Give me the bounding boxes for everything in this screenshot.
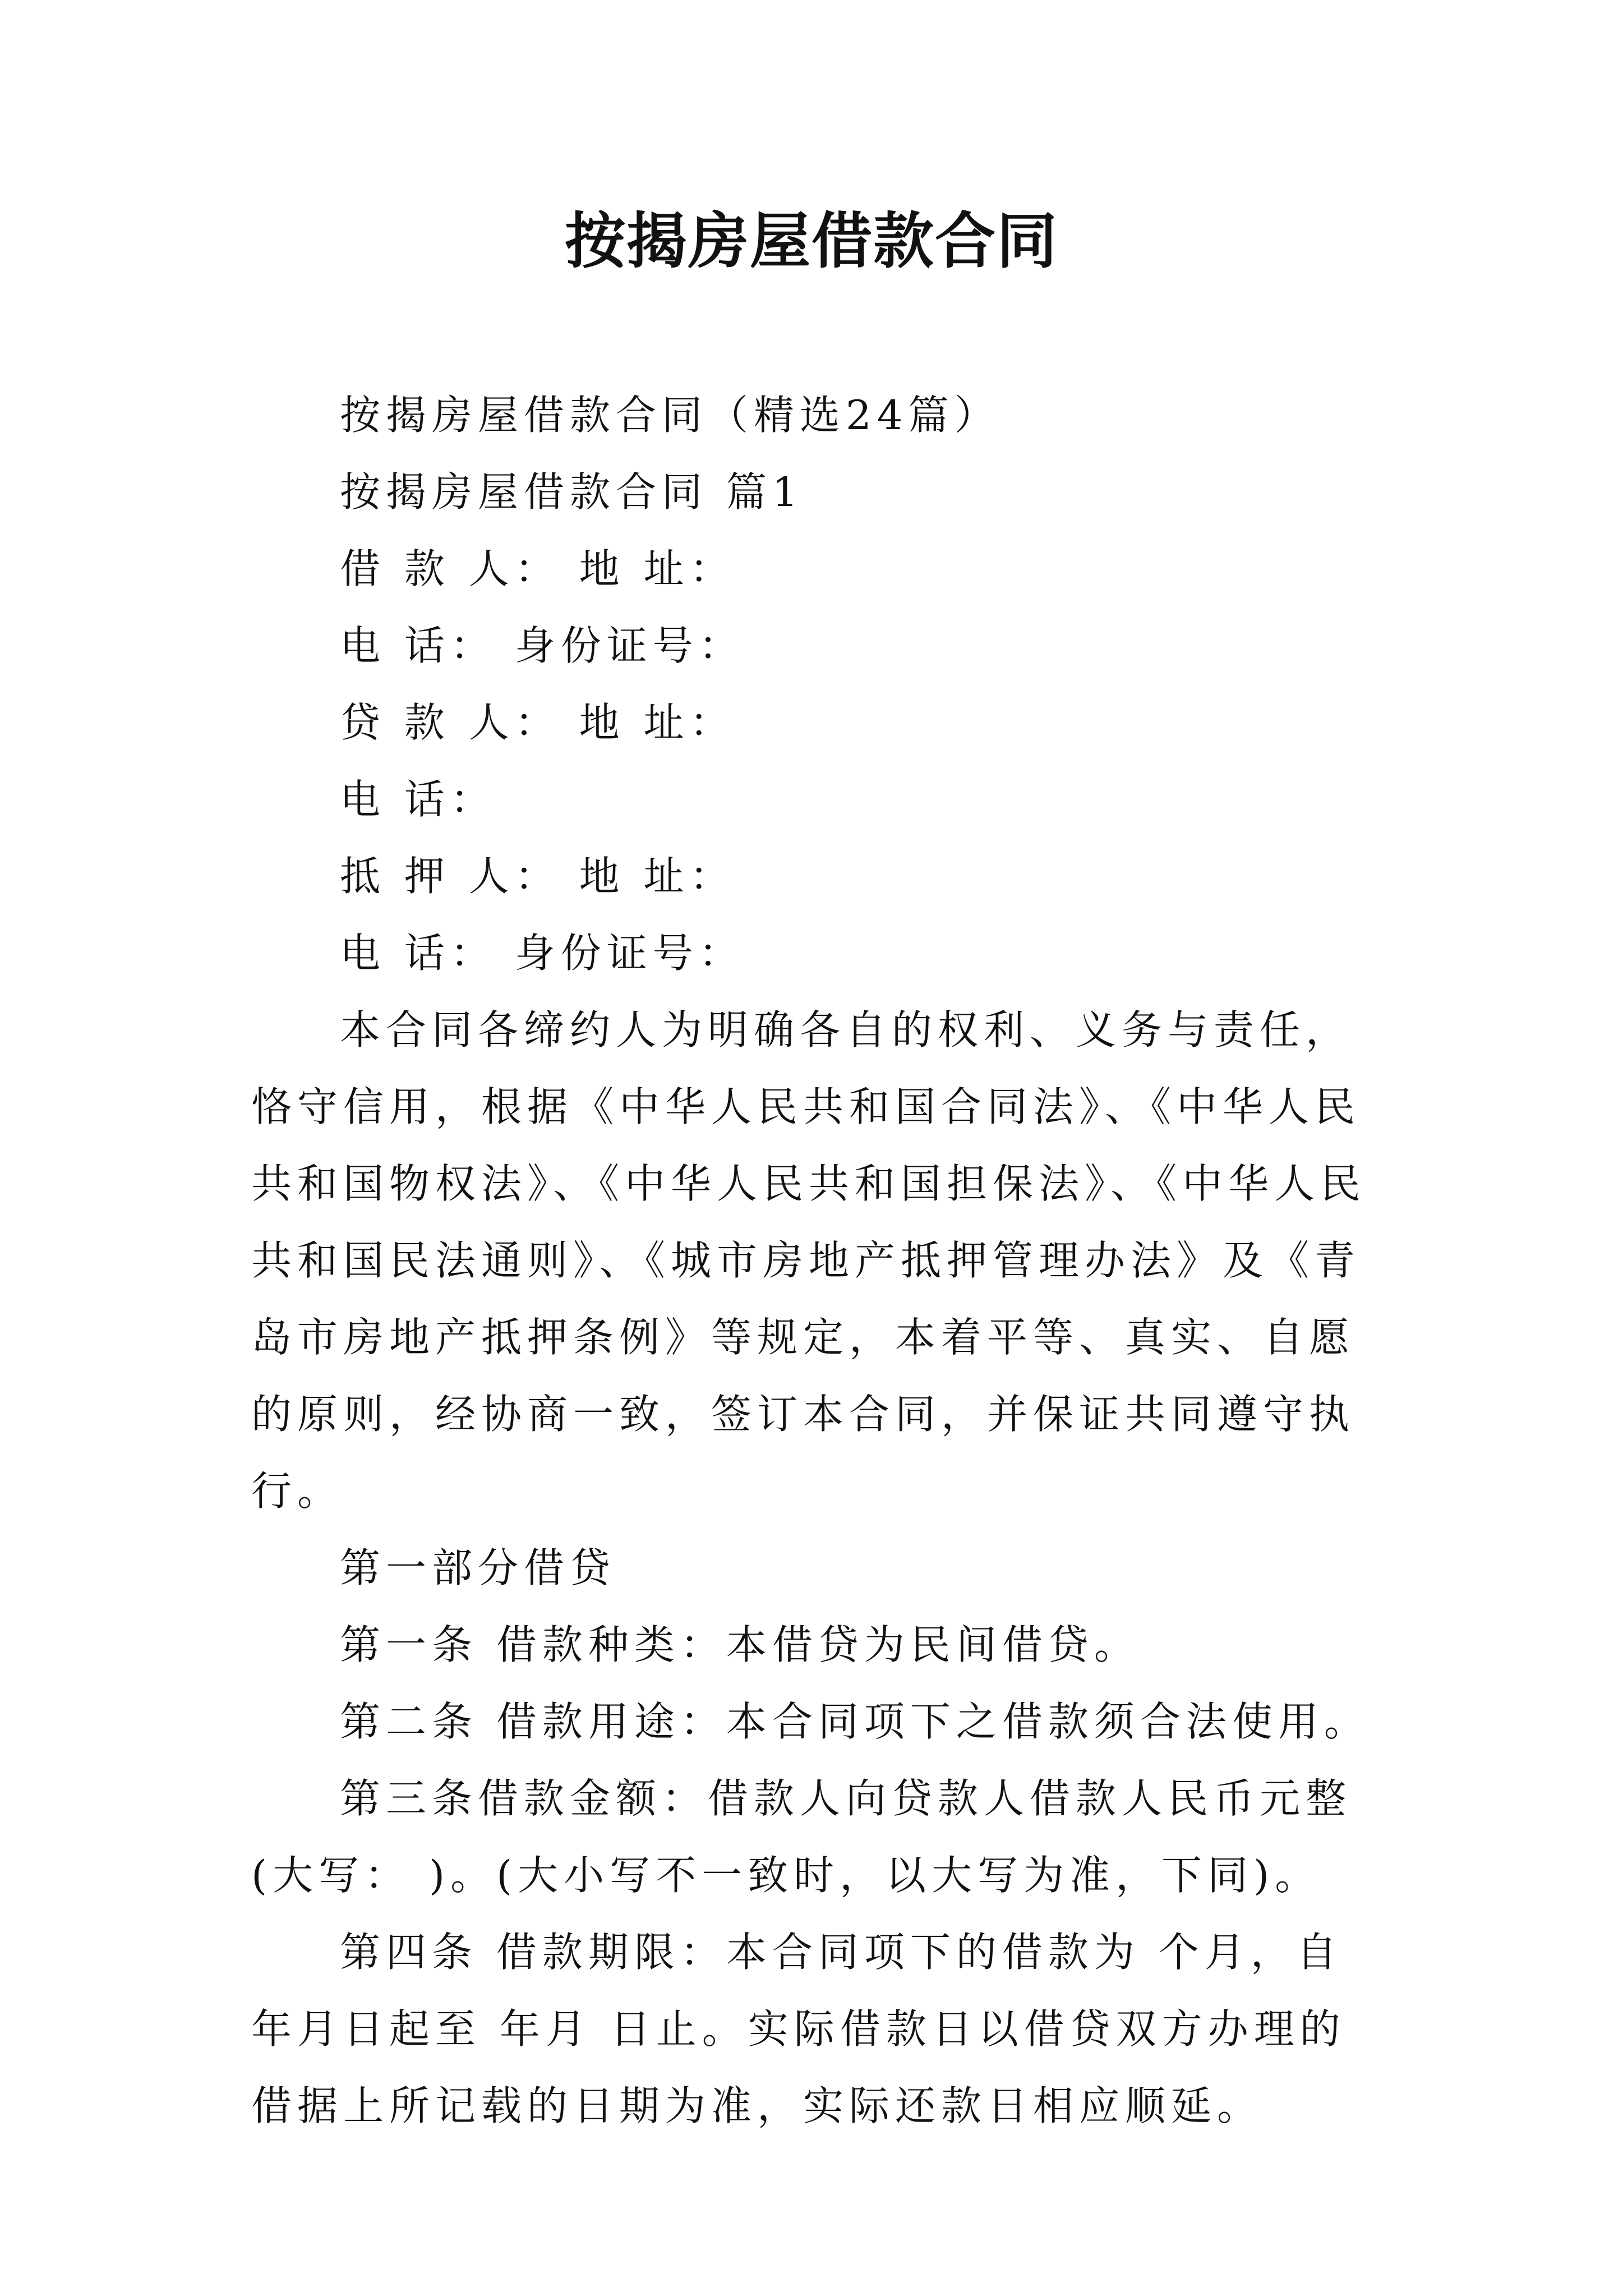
paragraph-article-1: 第一条 借款种类：本借贷为民间借贷。 [340, 1621, 1140, 1668]
paragraph-borrower-line: 借 款 人： 地 址： [340, 545, 736, 592]
paragraph-article-3: 第三条借款金额：借款人向贷款人借款人民币元整(大写： )。(大小写不一致时，以大写为准，下同)。 [251, 1775, 1352, 1899]
paragraph-article-4: 第四条 借款期限：本合同项下的借款为 个月，自 年月日起至 年月 日止。实际借款日以借贷双方办理的借据上所记载的日期为准，实际还款日相应顺延。 [251, 1929, 1361, 2129]
paragraph-mortgagor-line: 抵 押 人： 地 址： [340, 853, 736, 900]
document-title: 按揭房屋借款合同 [564, 206, 1058, 277]
paragraph-preamble: 本合同各缔约人为明确各自的权利、义务与责任，恪守信用，根据《中华人民共和国合同法》、《中华人民共和国物权法》、《中华人民共和国担保法》、《中华人民共和国民法通则》、《城市房地产抵押管理办法》及《青岛市房地产抵押条例》等规定，本着平等、真实、自愿的原则，经协商一致，签订本合同，并保证共同遵守执行。 [251, 1006, 1367, 1515]
paragraph-lender-phone-line: 电 话： [340, 776, 496, 823]
paragraph-mortgagor-phone-line: 电 话： 身份证号： [340, 930, 745, 977]
paragraph-borrower-phone-line: 电 话： 身份证号： [340, 622, 745, 669]
paragraph-part-one-heading: 第一部分借贷 [340, 1544, 616, 1591]
paragraph-section-heading: 按揭房屋借款合同 篇1 [340, 468, 804, 516]
paragraph-lender-line: 贷 款 人： 地 址： [340, 699, 736, 746]
paragraph-subtitle: 按揭房屋借款合同（精选24篇） [340, 392, 1000, 439]
document-body [251, 377, 1384, 2145]
paragraph-article-2: 第二条 借款用途：本合同项下之借款须合法使用。 [340, 1698, 1370, 1745]
